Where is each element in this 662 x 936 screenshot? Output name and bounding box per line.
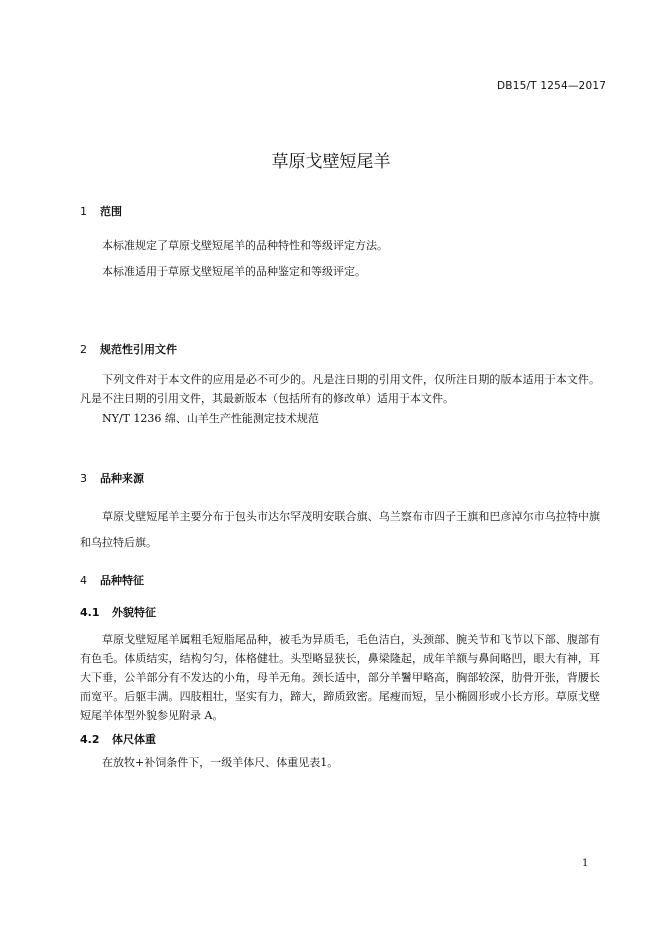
standard-code: DB15/T 1254—2017 — [497, 80, 607, 92]
normative-reference: NY/T 1236 绵、山羊生产性能测定技术规范 — [102, 412, 319, 425]
subsection-4-1-heading — [80, 604, 156, 620]
paragraph: 本标准适用于草原戈壁短尾羊的品种鉴定和等级评定。 — [102, 265, 366, 278]
section-4-heading — [80, 572, 144, 588]
paragraph: 草原戈壁短尾羊属粗毛短脂尾品种，被毛为异质毛，毛色洁白，头颈部、腕关节和飞节以下部、腹部有有色毛。体质结实，结构匀匀，体格健壮。头型略显狭长，鼻梁隆起，成年羊额与鼻间略凹，眼大有神，耳大下垂，公羊部分有不发达的小角，母羊无角。颈长适中，部分羊鬐甲略高，胸部较深，肋骨开张，背腰长而宽平。后躯丰满。四肢粗壮，坚实有力，蹄大，蹄质致密。尾瘦而短，呈小椭圆形或小长方形。草原戈壁短尾羊体型外貌参见附录 A。 — [80, 633, 600, 722]
paragraph: 草原戈壁短尾羊主要分布于包头市达尔罕茂明安联合旗、乌兰察布市四子王旗和巴彦淖尔市乌拉特中旗和乌拉特后旗。 — [80, 510, 600, 549]
section-number: 2 — [80, 343, 87, 356]
subsection-4-2-heading — [80, 731, 156, 747]
section-title: 范围 — [100, 205, 122, 218]
section-1-heading — [80, 203, 122, 219]
section-2-heading — [80, 341, 177, 357]
section-number: 1 — [80, 205, 87, 218]
section-3-heading — [80, 470, 144, 486]
section-title: 品种特征 — [100, 574, 144, 587]
subsection-number: 4.2 — [80, 733, 100, 746]
paragraph: 下列文件对于本文件的应用是必不可少的。凡是注日期的引用文件，仅所注日期的版本适用于本文件。凡是不注日期的引用文件，其最新版本（包括所有的修改单）适用于本文件。 — [80, 373, 600, 405]
section-number: 4 — [80, 574, 87, 587]
page-number: 1 — [582, 858, 589, 869]
subsection-title: 外貌特征 — [112, 606, 156, 619]
paragraph: 本标准规定了草原戈壁短尾羊的品种特性和等级评定方法。 — [102, 239, 388, 252]
paragraph: 在放牧+补饲条件下，一级羊体尺、体重见表1。 — [102, 756, 339, 769]
document-title: 草原戈壁短尾羊 — [271, 152, 391, 172]
section-number: 3 — [80, 472, 87, 485]
section-title: 品种来源 — [100, 472, 144, 485]
subsection-title: 体尺体重 — [112, 733, 156, 746]
section-title: 规范性引用文件 — [100, 343, 177, 356]
subsection-number: 4.1 — [80, 606, 100, 619]
